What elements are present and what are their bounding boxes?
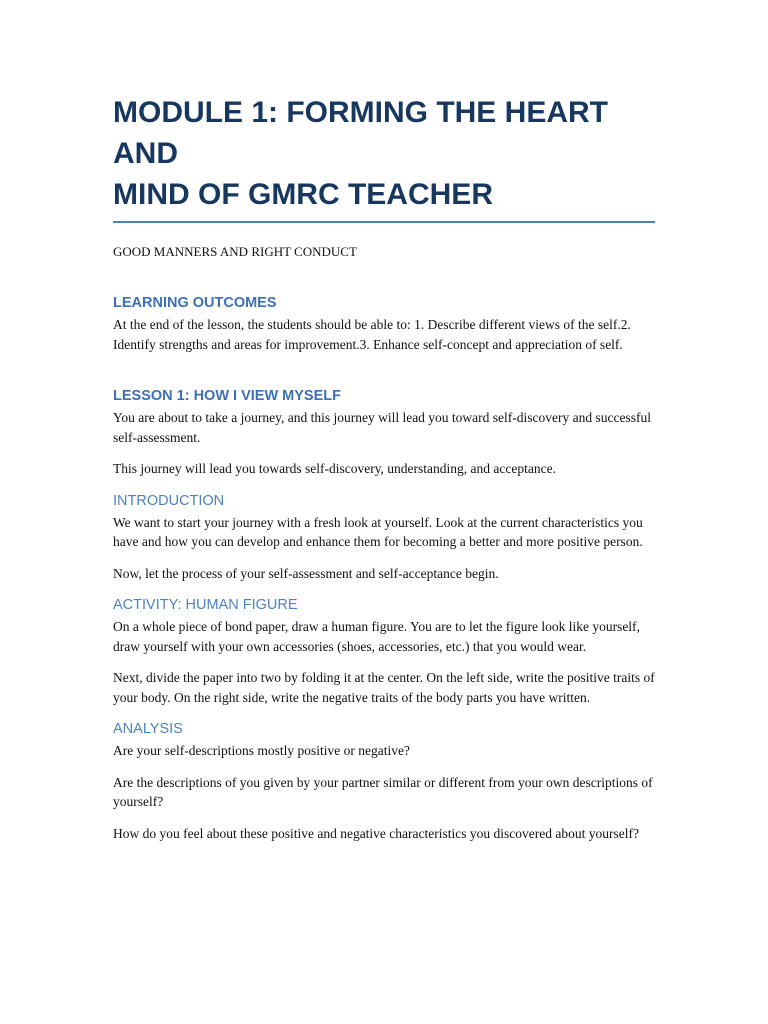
heading-analysis: ANALYSIS: [113, 721, 183, 737]
paragraph: We want to start your journey with a fresh look at yourself. Look at the current characteristics you have and how you can develop and enhance them for becoming a better and more positive person.: [113, 514, 643, 549]
document-page: [113, 92, 658, 855]
document-subtitle: GOOD MANNERS AND RIGHT CONDUCT: [113, 244, 357, 259]
title-line-2: MIND OF GMRC TEACHER: [113, 178, 493, 211]
paragraph: On a whole piece of bond paper, draw a human figure. You are to let the figure look like yourself, draw yourself with your own accessories (shoes, accessories, etc.) that you would wear.: [113, 619, 640, 654]
paragraph: How do you feel about these positive and negative characteristics you discovered about yourself?: [113, 825, 639, 841]
paragraph: Next, divide the paper into two by folding it at the center. On the left side, write the positive traits of your body. On the right side, write the negative traits of the body parts you have written.: [113, 670, 655, 705]
paragraph: You are about to take a journey, and this journey will lead you toward self-discovery and successful self-assessment.: [113, 410, 651, 445]
title-line-1: MODULE 1: FORMING THE HEART AND: [113, 96, 608, 170]
paragraph: This journey will lead you towards self-discovery, understanding, and acceptance.: [113, 461, 556, 476]
heading-activity: ACTIVITY: HUMAN FIGURE: [113, 597, 298, 613]
heading-learning-outcomes: LEARNING OUTCOMES: [113, 295, 277, 311]
heading-introduction: INTRODUCTION: [113, 492, 225, 509]
paragraph: At the end of the lesson, the students should be able to: 1. Describe different views of the self.2. Identify strengths and areas for improvement.3. Enhance self-concept and appreciation of self.: [113, 317, 631, 352]
spacer: [113, 366, 658, 386]
heading-lesson-1: LESSON 1: HOW I VIEW MYSELF: [113, 388, 341, 404]
paragraph: Now, let the process of your self-assessment and self-acceptance begin.: [113, 565, 499, 581]
document-title: [113, 92, 658, 221]
title-underline: [113, 221, 655, 223]
paragraph: Are your self-descriptions mostly positive or negative?: [113, 743, 410, 758]
paragraph: Are the descriptions of you given by your partner similar or different from your own descriptions of yourself?: [113, 774, 653, 809]
